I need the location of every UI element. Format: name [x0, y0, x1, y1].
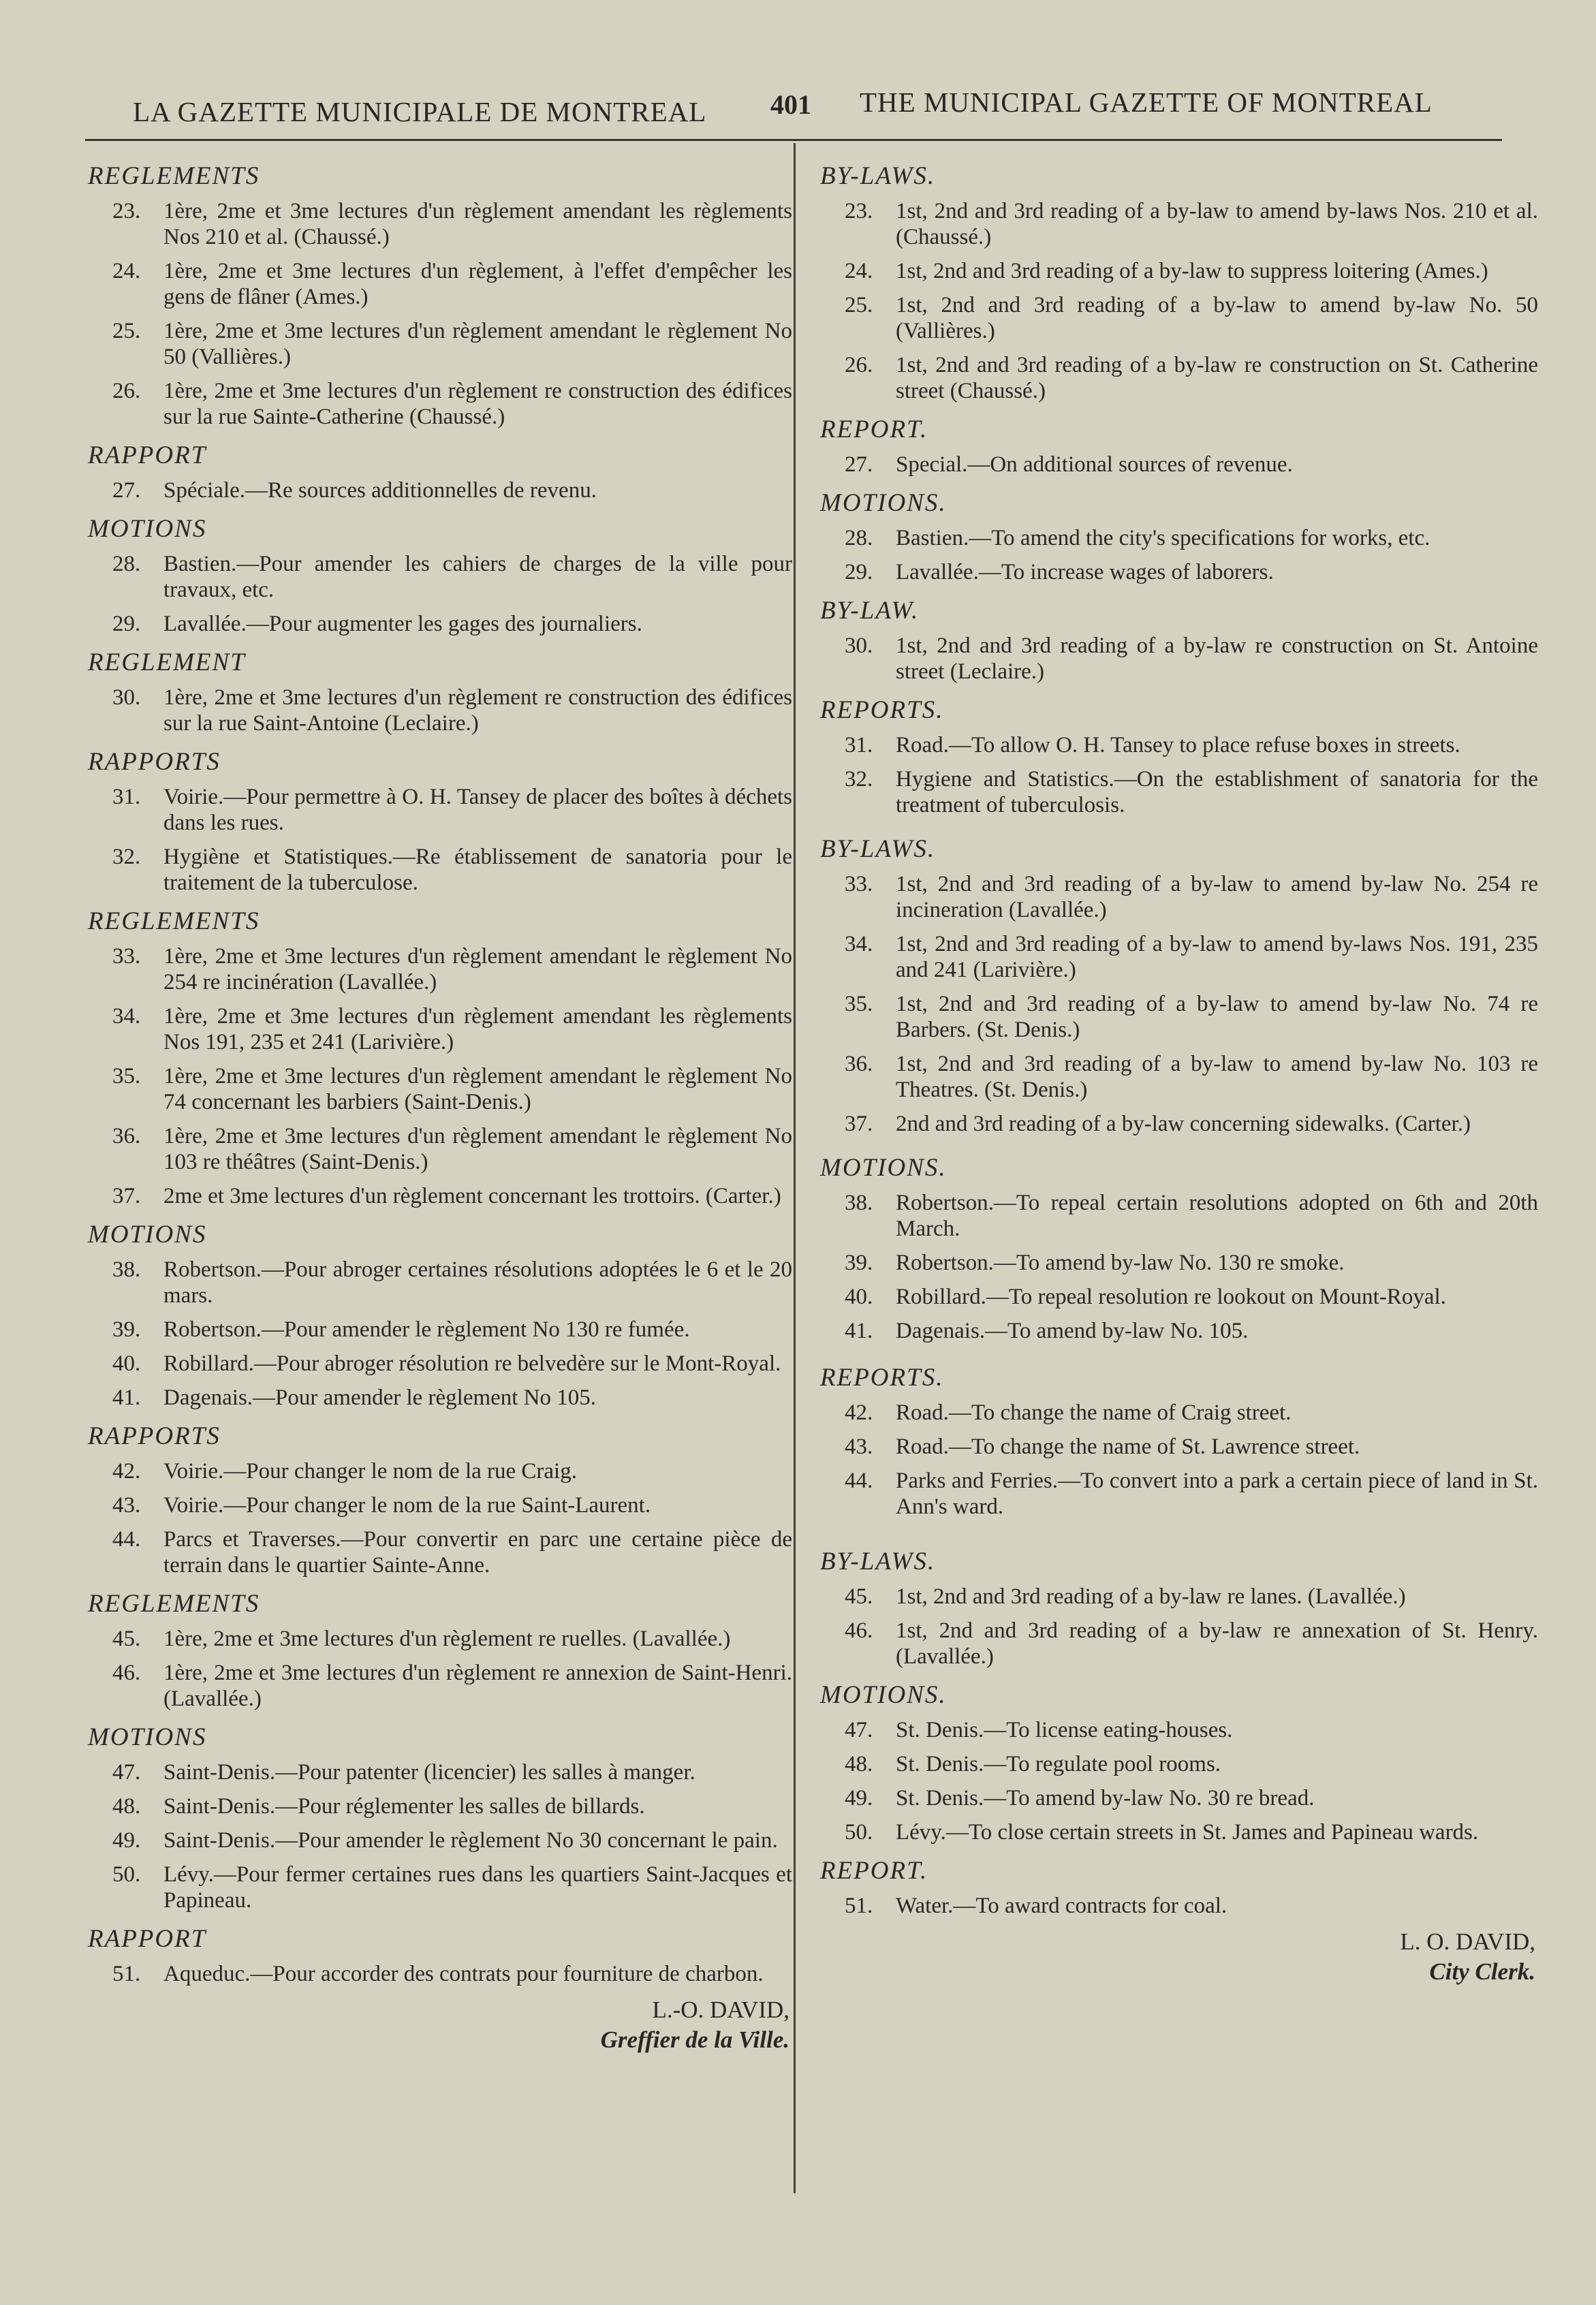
section-heading: BY-LAWS.: [820, 835, 936, 863]
item-number: 36.: [112, 1124, 141, 1148]
item-text: 1ère, 2me et 3me lectures d'un règlement re construction des édifices sur la rue Saint-Antoine (Leclaire.): [163, 685, 792, 736]
agenda-item: [85, 1626, 800, 1652]
agenda-item: [817, 1284, 1546, 1310]
item-number: 48.: [112, 1794, 141, 1819]
item-number: 47.: [112, 1760, 141, 1785]
agenda-item: [817, 991, 1546, 1043]
agenda-section: [85, 744, 800, 896]
item-text: Water.—To award contracts for coal.: [896, 1894, 1227, 1918]
item-number: 30.: [845, 633, 873, 658]
item-number: 43.: [112, 1493, 141, 1518]
item-text: Parks and Ferries.—To convert into a park a certain piece of land in St. Ann's ward.: [896, 1469, 1538, 1519]
header-title-english: THE MUNICIPAL GAZETTE OF MONTREAL: [860, 87, 1433, 118]
item-number: 42.: [112, 1459, 141, 1484]
agenda-item: [817, 931, 1546, 983]
item-number: 28.: [112, 552, 141, 576]
item-number: 36.: [845, 1052, 873, 1076]
agenda-item: [85, 943, 800, 995]
agenda-item: [85, 477, 800, 503]
agenda-item: [817, 198, 1546, 250]
item-number: 45.: [845, 1584, 873, 1609]
item-text: 1ère, 2me et 3me lectures d'un règlement re construction des édifices sur la rue Sainte-Catherine (Chaussé.): [163, 379, 792, 429]
agenda-item: [85, 784, 800, 836]
agenda-item: [85, 1003, 800, 1055]
section-heading: RAPPORTS: [88, 748, 221, 776]
item-number: 43.: [845, 1434, 873, 1459]
item-number: 48.: [845, 1752, 873, 1776]
agenda-item: [817, 1434, 1546, 1460]
agenda-item: [817, 766, 1546, 818]
section-heading: BY-LAWS.: [820, 162, 936, 190]
agenda-section: [85, 1922, 800, 1987]
item-number: 38.: [112, 1257, 141, 1282]
section-heading: REPORTS.: [820, 1364, 944, 1392]
item-text: Dagenais.—To amend by-law No. 105.: [896, 1319, 1249, 1343]
agenda-section: [817, 1360, 1546, 1520]
item-text: 2nd and 3rd reading of a by-law concerning sidewalks. (Carter.): [896, 1112, 1471, 1136]
agenda-item: [85, 551, 800, 603]
section-heading: MOTIONS: [88, 515, 207, 543]
page-number: 401: [770, 89, 811, 120]
agenda-section: [817, 1544, 1546, 1669]
agenda-section: [85, 159, 800, 430]
agenda-section: [817, 832, 1546, 1137]
item-text: Saint-Denis.—Pour patenter (licencier) les salles à manger.: [163, 1760, 695, 1785]
agenda-item: [817, 559, 1546, 585]
agenda-item: [85, 1317, 800, 1343]
item-text: Spéciale.—Re sources additionnelles de revenu.: [163, 478, 597, 503]
item-text: Hygiène et Statistiques.—Re établissement de sanatoria pour le traitement de la tuberculose.: [163, 845, 792, 895]
english-column: [817, 153, 1546, 1987]
item-text: Saint-Denis.—Pour réglementer les salles de billards.: [163, 1794, 645, 1819]
item-number: 45.: [112, 1627, 141, 1651]
item-number: 49.: [112, 1828, 141, 1853]
agenda-item: [817, 1190, 1546, 1242]
item-number: 35.: [112, 1064, 141, 1088]
item-number: 33.: [845, 872, 873, 896]
item-text: 1st, 2nd and 3rd reading of a by-law re annexation of St. Henry. (Lavallée.): [896, 1618, 1538, 1669]
item-text: 1st, 2nd and 3rd reading of a by-law re lanes. (Lavallée.): [896, 1584, 1406, 1609]
agenda-item: [817, 1111, 1546, 1137]
agenda-item: [85, 318, 800, 370]
section-heading: REGLEMENTS: [88, 1590, 260, 1618]
agenda-item: [85, 1257, 800, 1308]
agenda-section: [817, 1150, 1546, 1344]
agenda-item: [817, 1819, 1546, 1845]
item-text: Hygiene and Statistics.—On the establishment of sanatoria for the treatment of tuberculosis.: [896, 767, 1538, 817]
item-number: 40.: [845, 1285, 873, 1309]
item-text: 1st, 2nd and 3rd reading of a by-law to amend by-law No. 103 re Theatres. (St. Denis.): [896, 1052, 1538, 1102]
agenda-item: [817, 1051, 1546, 1103]
item-text: 1ère, 2me et 3me lectures d'un règlement amendant le règlement No 50 (Vallières.): [163, 319, 792, 369]
item-text: Road.—To allow O. H. Tansey to place refuse boxes in streets.: [896, 733, 1460, 757]
agenda-item: [817, 292, 1546, 344]
header-title-french: LA GAZETTE MUNICIPALE DE MONTREAL: [133, 96, 707, 127]
agenda-item: [817, 452, 1546, 477]
item-number: 44.: [112, 1527, 141, 1552]
agenda-item: [817, 1400, 1546, 1426]
agenda-item: [85, 1759, 800, 1785]
item-number: 38.: [845, 1191, 873, 1215]
item-text: Lévy.—To close certain streets in St. James and Papineau wards.: [896, 1820, 1479, 1845]
item-text: 1st, 2nd and 3rd reading of a by-law to amend by-law No. 74 re Barbers. (St. Denis.): [896, 992, 1538, 1042]
section-heading: BY-LAWS.: [820, 1548, 936, 1575]
agenda-item: [85, 198, 800, 250]
item-number: 32.: [845, 767, 873, 791]
french-column: [85, 153, 800, 2055]
agenda-item: [85, 1961, 800, 1987]
item-number: 50.: [845, 1820, 873, 1845]
item-number: 37.: [112, 1184, 141, 1208]
item-number: 28.: [845, 526, 873, 550]
agenda-section: [817, 159, 1546, 404]
item-number: 37.: [845, 1112, 873, 1136]
item-text: Bastien.—To amend the city's specifications for works, etc.: [896, 526, 1430, 550]
agenda-item: [85, 1458, 800, 1484]
item-text: 1ère, 2me et 3me lectures d'un règlement re ruelles. (Lavallée.): [163, 1627, 731, 1651]
agenda-section: [817, 1853, 1546, 1919]
agenda-item: [85, 611, 800, 637]
item-number: 39.: [112, 1317, 141, 1342]
signature-role: Greffier de la Ville.: [600, 2026, 789, 2053]
item-number: 31.: [845, 733, 873, 757]
item-number: 41.: [845, 1319, 873, 1343]
item-text: Lavallée.—To increase wages of laborers.: [896, 560, 1274, 584]
agenda-section: [817, 693, 1546, 818]
item-text: 1st, 2nd and 3rd reading of a by-law to amend by-law No. 50 (Vallières.): [896, 293, 1538, 343]
item-text: 1st, 2nd and 3rd reading of a by-law to suppress loitering (Ames.): [896, 259, 1488, 283]
item-number: 23.: [112, 199, 141, 223]
agenda-item: [85, 258, 800, 310]
section-heading: RAPPORTS: [88, 1422, 221, 1450]
header-rule: [85, 139, 1502, 141]
agenda-item: [817, 732, 1546, 758]
section-heading: MOTIONS.: [820, 1681, 947, 1709]
item-text: 1ère, 2me et 3me lectures d'un règlement amendant les règlements Nos 210 et al. (Chaussé.): [163, 199, 792, 249]
item-number: 25.: [845, 293, 873, 317]
item-text: Voirie.—Pour permettre à O. H. Tansey de placer des boîtes à déchets dans les rues.: [163, 785, 792, 835]
item-number: 23.: [845, 199, 873, 223]
section-heading: MOTIONS.: [820, 489, 947, 517]
item-number: 40.: [112, 1351, 141, 1376]
item-text: Road.—To change the name of Craig street.: [896, 1400, 1292, 1425]
item-number: 26.: [112, 379, 141, 403]
item-number: 34.: [845, 932, 873, 956]
agenda-item: [85, 1385, 800, 1411]
agenda-item: [85, 844, 800, 896]
item-text: Lévy.—Pour fermer certaines rues dans les quartiers Saint-Jacques et Papineau.: [163, 1862, 792, 1913]
item-text: Aqueduc.—Pour accorder des contrats pour fourniture de charbon.: [163, 1962, 764, 1986]
item-text: St. Denis.—To license eating-houses.: [896, 1718, 1233, 1742]
agenda-item: [817, 1751, 1546, 1777]
item-number: 39.: [845, 1251, 873, 1275]
agenda-item: [817, 525, 1546, 551]
item-number: 34.: [112, 1004, 141, 1029]
item-text: Robillard.—Pour abroger résolution re belvedère sur le Mont-Royal.: [163, 1351, 781, 1376]
item-text: 1ère, 2me et 3me lectures d'un règlement, à l'effet d'empêcher les gens de flâner (Ames.): [163, 259, 792, 309]
agenda-item: [817, 633, 1546, 685]
section-heading: REGLEMENTS: [88, 907, 260, 935]
agenda-section: [85, 438, 800, 503]
item-text: Robertson.—To repeal certain resolutions adopted on 6th and 20th March.: [896, 1191, 1538, 1241]
agenda-item: [817, 871, 1546, 923]
section-heading: REPORTS.: [820, 696, 944, 724]
agenda-item: [817, 1618, 1546, 1669]
signature-name: L.-O. DAVID,: [652, 1996, 789, 2023]
agenda-item: [817, 1893, 1546, 1919]
item-number: 35.: [845, 992, 873, 1016]
item-number: 29.: [845, 560, 873, 584]
signature: [817, 1927, 1546, 1987]
item-number: 27.: [845, 452, 873, 477]
agenda-item: [817, 1785, 1546, 1811]
agenda-item: [85, 378, 800, 430]
agenda-section: [85, 645, 800, 736]
item-number: 24.: [112, 259, 141, 283]
agenda-item: [85, 1862, 800, 1913]
item-text: St. Denis.—To regulate pool rooms.: [896, 1752, 1221, 1776]
section-heading: MOTIONS: [88, 1723, 207, 1751]
agenda-item: [817, 1250, 1546, 1276]
agenda-item: [85, 1526, 800, 1578]
item-number: 29.: [112, 612, 141, 636]
item-number: 49.: [845, 1786, 873, 1810]
agenda-item: [85, 1660, 800, 1712]
item-text: Robillard.—To repeal resolution re lookout on Mount-Royal.: [896, 1285, 1446, 1309]
agenda-item: [817, 1468, 1546, 1520]
agenda-item: [85, 1063, 800, 1115]
item-text: 1ère, 2me et 3me lectures d'un règlement amendant le règlement No 103 re théâtres (Saint-Denis.): [163, 1124, 792, 1174]
item-number: 51.: [845, 1894, 873, 1918]
item-number: 26.: [845, 353, 873, 377]
item-text: 1ère, 2me et 3me lectures d'un règlement amendant le règlement No 254 re incinération (Lavallée.): [163, 944, 792, 994]
agenda-section: [817, 486, 1546, 585]
agenda-section: [85, 512, 800, 637]
section-heading: REPORT.: [820, 415, 928, 443]
item-number: 44.: [845, 1469, 873, 1493]
agenda-section: [85, 1720, 800, 1913]
agenda-item: [817, 258, 1546, 284]
section-heading: RAPPORT: [88, 441, 207, 469]
item-text: 1st, 2nd and 3rd reading of a by-law to amend by-laws Nos. 210 et al. (Chaussé.): [896, 199, 1538, 249]
item-number: 24.: [845, 259, 873, 283]
item-text: 1st, 2nd and 3rd reading of a by-law to amend by-laws Nos. 191, 235 and 241 (Larivière.): [896, 932, 1538, 982]
page-header: [82, 80, 1512, 135]
section-heading: REPORT.: [820, 1857, 928, 1885]
agenda-section: [85, 1419, 800, 1578]
item-text: Parcs et Traverses.—Pour convertir en parc une certaine pièce de terrain dans le quartier Sainte-Anne.: [163, 1527, 792, 1578]
item-text: 1ère, 2me et 3me lectures d'un règlement re annexion de Saint-Henri. (Lavallée.): [163, 1661, 792, 1711]
agenda-section: [817, 593, 1546, 685]
agenda-item: [817, 1717, 1546, 1743]
item-number: 41.: [112, 1385, 141, 1410]
item-text: St. Denis.—To amend by-law No. 30 re bread.: [896, 1786, 1315, 1810]
agenda-item: [85, 1351, 800, 1377]
item-text: Lavallée.—Pour augmenter les gages des journaliers.: [163, 612, 642, 636]
item-number: 27.: [112, 478, 141, 503]
agenda-section: [85, 1586, 800, 1712]
item-text: Voirie.—Pour changer le nom de la rue Saint-Laurent.: [163, 1493, 651, 1518]
item-text: Voirie.—Pour changer le nom de la rue Craig.: [163, 1459, 577, 1484]
item-text: Robertson.—Pour abroger certaines résolutions adoptées le 6 et le 20 mars.: [163, 1257, 792, 1308]
item-text: Road.—To change the name of St. Lawrence street.: [896, 1434, 1360, 1459]
item-text: 1ère, 2me et 3me lectures d'un règlement amendant les règlements Nos 191, 235 et 241 (Larivière.): [163, 1004, 792, 1054]
agenda-item: [85, 1183, 800, 1209]
section-heading: MOTIONS: [88, 1221, 207, 1249]
agenda-item: [817, 1318, 1546, 1344]
section-heading: MOTIONS.: [820, 1154, 947, 1182]
agenda-section: [817, 1678, 1546, 1845]
item-text: 1st, 2nd and 3rd reading of a by-law to amend by-law No. 254 re incineration (Lavallée.): [896, 872, 1538, 922]
item-text: Robertson.—To amend by-law No. 130 re smoke.: [896, 1251, 1345, 1275]
item-number: 50.: [112, 1862, 141, 1887]
agenda-item: [85, 685, 800, 736]
item-number: 46.: [845, 1618, 873, 1643]
item-number: 30.: [112, 685, 141, 710]
agenda-item: [817, 352, 1546, 404]
signature-role: City Clerk.: [1429, 1958, 1535, 1985]
item-text: Saint-Denis.—Pour amender le règlement No 30 concernant le pain.: [163, 1828, 778, 1853]
signature-name: L. O. DAVID,: [1400, 1928, 1535, 1955]
item-text: Robertson.—Pour amender le règlement No 130 re fumée.: [163, 1317, 690, 1342]
item-number: 25.: [112, 319, 141, 343]
item-text: Special.—On additional sources of revenue.: [896, 452, 1293, 477]
item-text: Dagenais.—Pour amender le règlement No 105.: [163, 1385, 597, 1410]
item-number: 31.: [112, 785, 141, 809]
signature: [85, 1995, 800, 2055]
agenda-item: [85, 1492, 800, 1518]
item-number: 33.: [112, 944, 141, 969]
item-number: 32.: [112, 845, 141, 869]
item-number: 42.: [845, 1400, 873, 1425]
agenda-item: [85, 1793, 800, 1819]
item-text: 1ère, 2me et 3me lectures d'un règlement amendant le règlement No 74 concernant les barbiers (Saint-Denis.): [163, 1064, 792, 1114]
item-text: Bastien.—Pour amender les cahiers de charges de la ville pour travaux, etc.: [163, 552, 792, 602]
item-number: 51.: [112, 1962, 141, 1986]
agenda-item: [85, 1828, 800, 1853]
agenda-section: [817, 412, 1546, 477]
section-heading: RAPPORT: [88, 1925, 207, 1953]
item-text: 1st, 2nd and 3rd reading of a by-law re construction on St. Antoine street (Leclaire.): [896, 633, 1538, 684]
section-heading: REGLEMENTS: [88, 162, 260, 190]
section-heading: BY-LAW.: [820, 597, 920, 625]
item-text: 1st, 2nd and 3rd reading of a by-law re construction on St. Catherine street (Chaussé.): [896, 353, 1538, 403]
item-text: 2me et 3me lectures d'un règlement concernant les trottoirs. (Carter.): [163, 1184, 781, 1208]
agenda-section: [85, 904, 800, 1209]
section-heading: REGLEMENT: [88, 648, 246, 676]
item-number: 47.: [845, 1718, 873, 1742]
agenda-section: [85, 1217, 800, 1411]
agenda-item: [85, 1123, 800, 1175]
agenda-item: [817, 1584, 1546, 1610]
item-number: 46.: [112, 1661, 141, 1685]
